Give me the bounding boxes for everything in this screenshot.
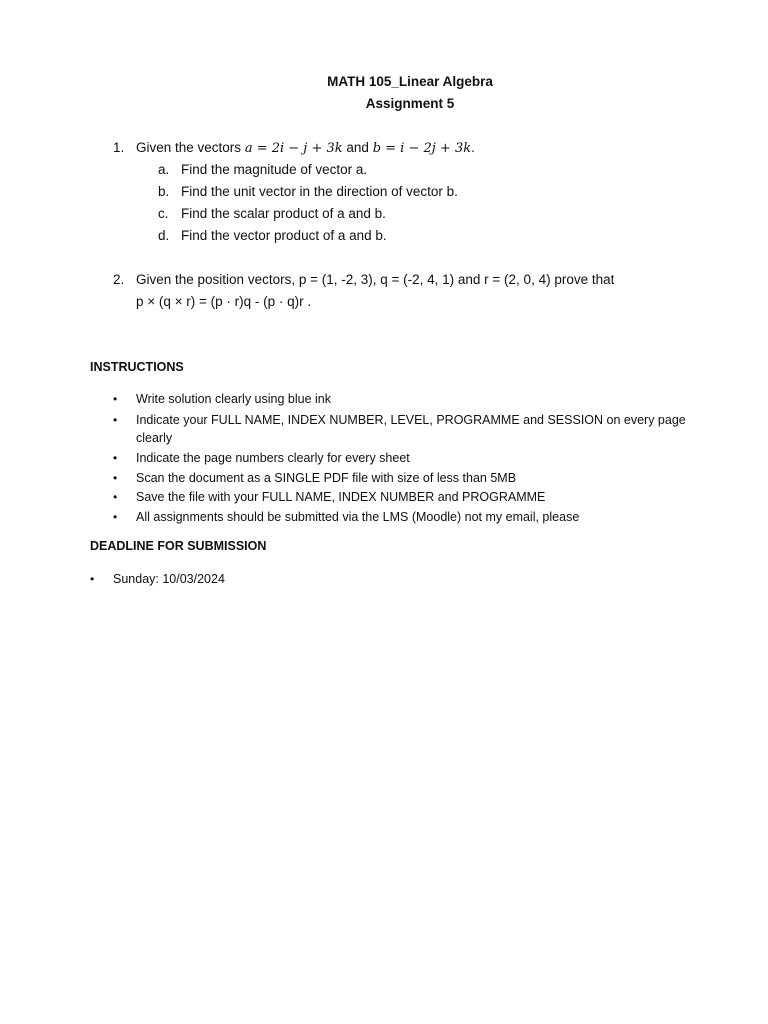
instruction-item: All assignments should be submitted via the LMS (Moodle) not my email, please: [136, 510, 580, 524]
part-a-text: Find the magnitude of vector a.: [181, 162, 368, 177]
question-1-suffix: .: [471, 140, 475, 155]
part-b-letter: b.: [158, 184, 170, 199]
instruction-item: Indicate the page numbers clearly for every sheet: [136, 451, 410, 465]
question-1-text: [136, 138, 475, 159]
instruction-item: Save the file with your FULL NAME, INDEX NUMBER and PROGRAMME: [136, 490, 546, 504]
deadline-date: Sunday: 10/03/2024: [113, 572, 225, 586]
question-1-number: 1.: [113, 140, 125, 155]
part-a-letter: a.: [158, 162, 170, 177]
part-b-text: Find the unit vector in the direction of vector b.: [181, 184, 458, 199]
instruction-item: Scan the document as a SINGLE PDF file with size of less than 5MB: [136, 471, 517, 485]
instruction-item: Indicate your FULL NAME, INDEX NUMBER, LEVEL, PROGRAMME and SESSION on every page clearly: [136, 413, 686, 445]
part-c-letter: c.: [158, 206, 169, 221]
vector-a-expression: a = 2i − j + 3k: [244, 141, 343, 156]
bullet-icon: •: [113, 392, 118, 406]
part-d-letter: d.: [158, 228, 170, 243]
part-d-text: Find the vector product of a and b.: [181, 228, 387, 243]
bullet-icon: •: [90, 572, 95, 586]
vector-b-expression: b = i − 2j + 3k: [372, 141, 472, 156]
question-1-prefix: Given the vectors: [136, 140, 245, 155]
question-2-line-1: Given the position vectors, p = (1, -2, 3), q = (-2, 4, 1) and r = (2, 0, 4) prove that: [136, 272, 615, 287]
bullet-icon: •: [113, 451, 118, 465]
deadline-heading: DEADLINE FOR SUBMISSION: [90, 539, 267, 553]
bullet-icon: •: [113, 413, 118, 427]
question-2-number: 2.: [113, 272, 125, 287]
bullet-icon: •: [113, 490, 118, 504]
assignment-title: Assignment 5: [365, 96, 455, 111]
question-2-line-2: p × (q × r) = (p · r)q - (p · q)r .: [136, 294, 312, 309]
instructions-heading: INSTRUCTIONS: [90, 360, 184, 374]
instruction-item: Write solution clearly using blue ink: [136, 392, 332, 406]
bullet-icon: •: [113, 510, 118, 524]
part-c-text: Find the scalar product of a and b.: [181, 206, 386, 221]
question-1-joiner: and: [342, 140, 373, 155]
course-title: MATH 105_Linear Algebra: [327, 74, 493, 89]
bullet-icon: •: [113, 471, 118, 485]
